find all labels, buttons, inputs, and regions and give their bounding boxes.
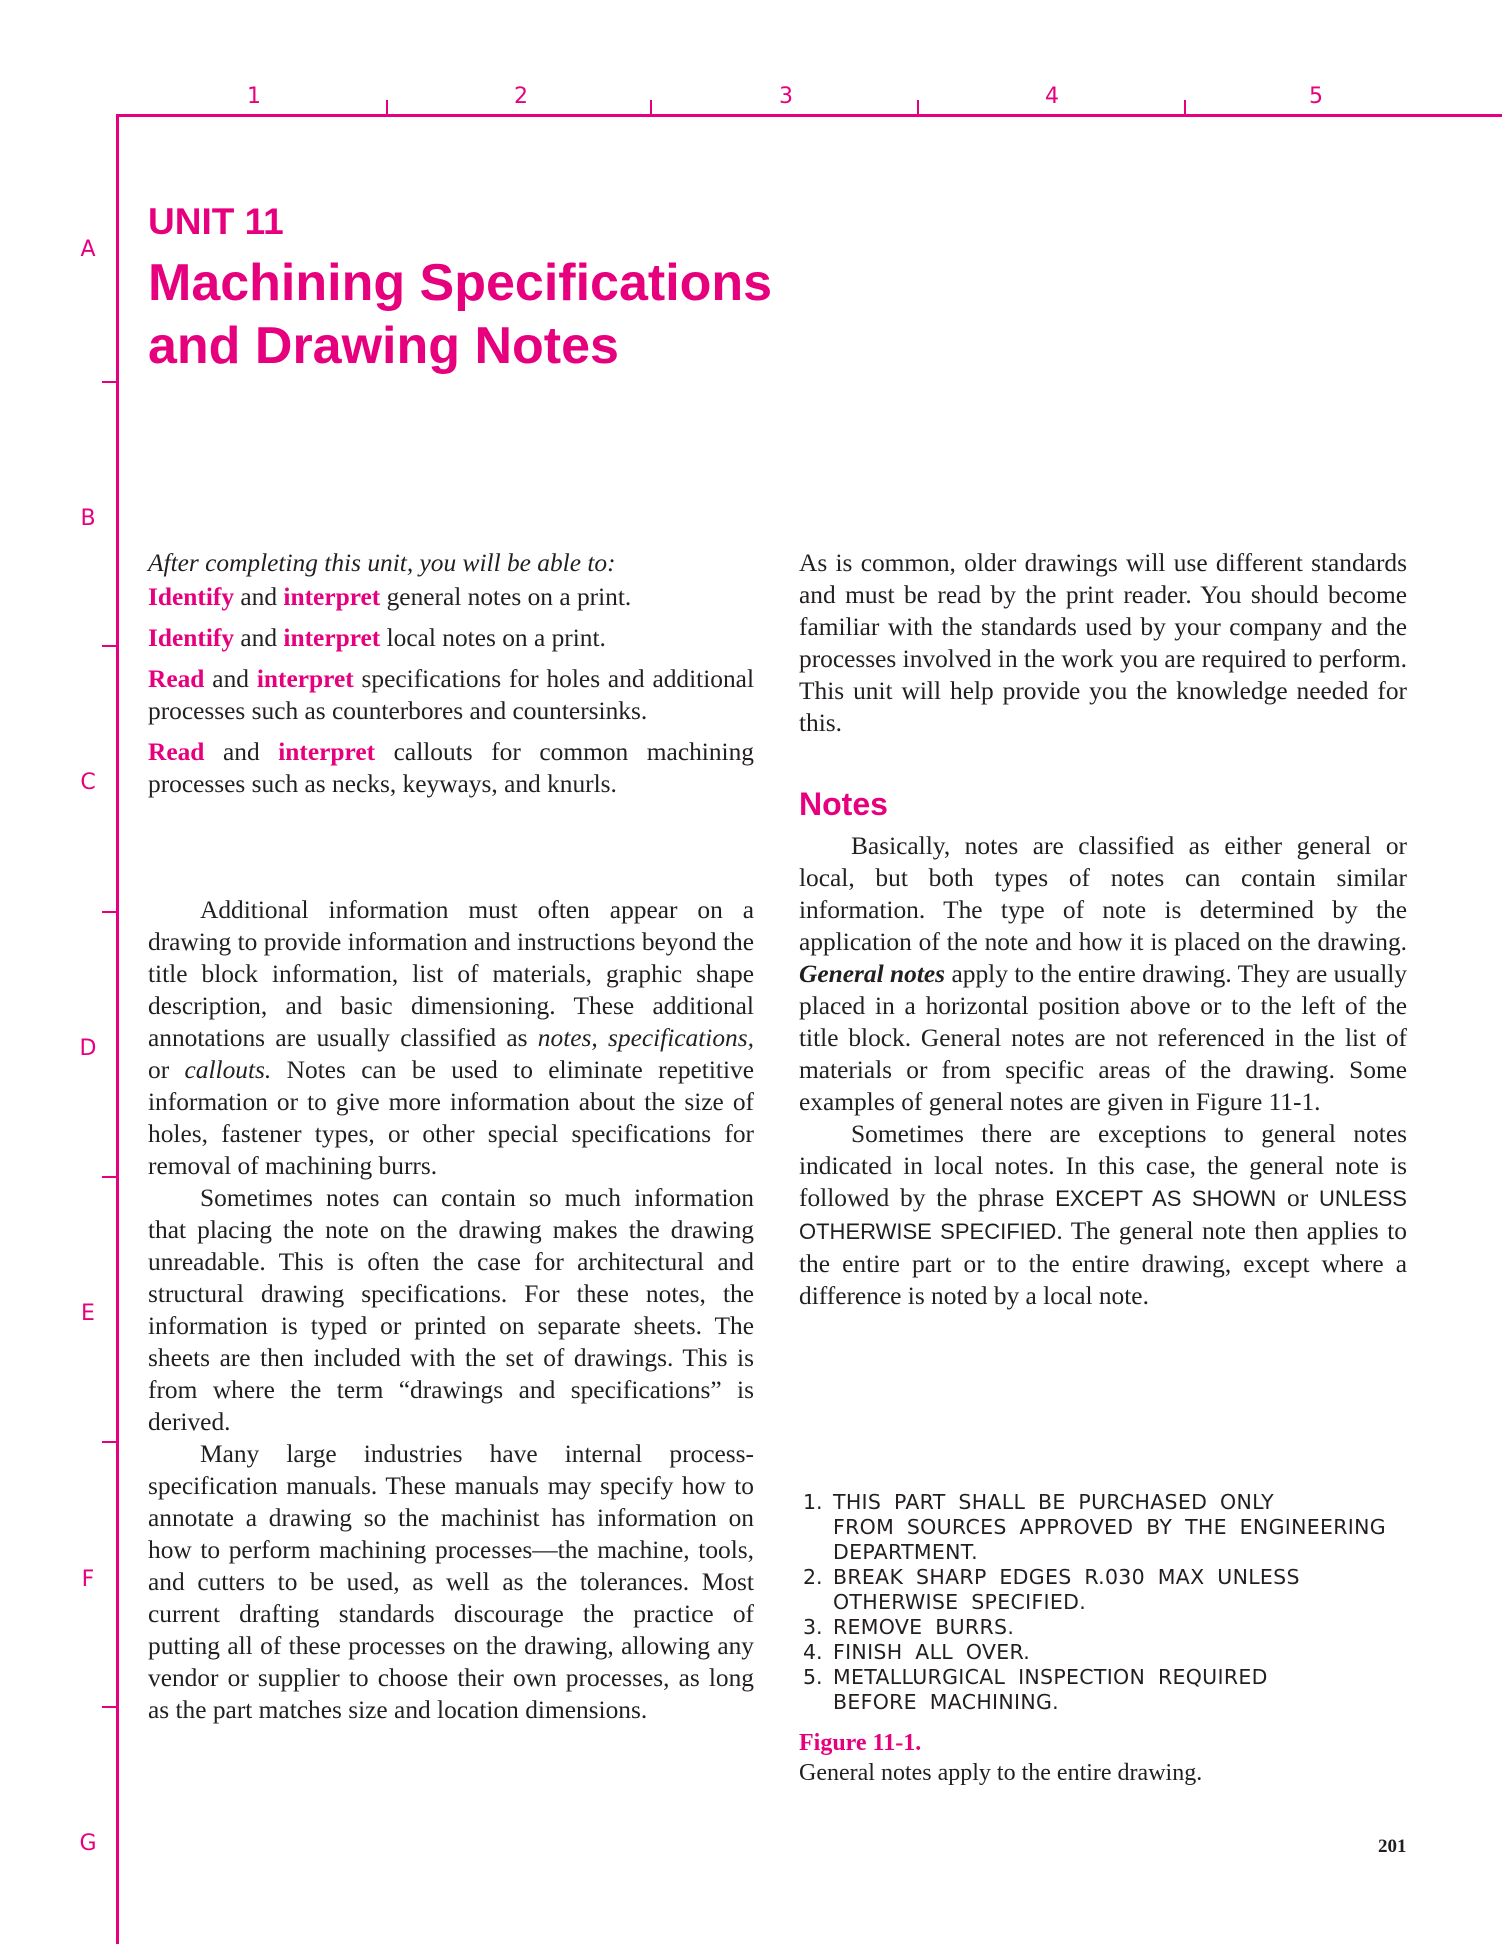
note-item <box>803 1665 1423 1715</box>
objective-keyword: interpret <box>256 665 354 693</box>
figure-caption <box>799 1728 1202 1788</box>
title-line: and Drawing Notes <box>148 317 619 375</box>
objective-text: general notes on a print. <box>380 583 632 611</box>
grid-number: 3 <box>779 84 793 109</box>
figure-label: Figure 11-1. <box>799 1730 922 1756</box>
grid-tick <box>102 1441 118 1443</box>
paragraph: Sometimes notes can contain so much information that placing the note on the drawing makes the drawing unreadable. This is often the case for architectural and structural drawing specifications. For these notes, the information is typed or printed on separate sheets. The sheets are then included with the set of drawings. This is from where the term “drawings and specifications” is derived. <box>148 1184 754 1436</box>
objective-text: and <box>234 583 284 611</box>
grid-number: 4 <box>1045 84 1059 109</box>
grid-letter: G <box>79 1831 97 1856</box>
grid-tick <box>386 100 388 116</box>
objective-text: specifications for holes and additional processes such as counterbores and countersinks. <box>148 665 754 725</box>
note-number: 5. <box>803 1665 823 1689</box>
frame-left-border <box>116 114 119 1944</box>
grid-tick <box>917 100 919 116</box>
note-line: BREAK SHARP EDGES R.030 MAX UNLESS <box>833 1565 1300 1589</box>
note-number: 1. <box>803 1490 823 1514</box>
note-text <box>833 1490 1423 1565</box>
paragraph-text: Notes can be used to eliminate repetitive information or to give more information about the size of holes, fastener types, or other special specifications for removal of machining burrs. <box>148 1056 754 1180</box>
frame-top-border <box>116 114 1502 117</box>
grid-tick <box>102 381 118 383</box>
grid-letter: B <box>80 506 96 531</box>
unit-label: UNIT 11 <box>148 201 284 242</box>
objective-text: local notes on a print. <box>380 624 606 652</box>
grid-letter: E <box>81 1301 95 1326</box>
note-number: 4. <box>803 1640 823 1664</box>
note-text <box>833 1640 1423 1665</box>
note-line: BEFORE MACHINING. <box>833 1690 1059 1714</box>
paragraph <box>799 830 1407 1118</box>
paragraph-text: Basically, notes are classified as either general or local, but both types of notes can contain similar information. The type of note is determined by the application of the note and how it is placed on the drawing. <box>799 832 1407 956</box>
note-text <box>833 1565 1423 1615</box>
caps-phrase: UNLESS OTHERWISE SPECIFIED <box>799 1186 1407 1244</box>
grid-letter: A <box>80 237 96 262</box>
note-number: 3. <box>803 1615 823 1639</box>
note-line: METALLURGICAL INSPECTION REQUIRED <box>833 1665 1268 1689</box>
figure-general-notes <box>803 1490 1423 1715</box>
note-item <box>803 1615 1423 1640</box>
paragraph: As is common, older drawings will use different standards and must be read by the print reader. You should become familiar with the standards used by your company and the processes involved in the work you are required to perform. This unit will help provide you the knowledge needed for this. <box>799 549 1407 737</box>
grid-tick <box>102 1176 118 1178</box>
objective-item <box>148 622 754 654</box>
left-body-text <box>148 894 754 1726</box>
objective-item <box>148 736 754 800</box>
objective-keyword: Identify <box>148 624 235 652</box>
italic-term: callouts. <box>184 1056 272 1084</box>
note-item <box>803 1565 1423 1615</box>
grid-number: 1 <box>247 84 261 109</box>
paragraph-text: or <box>1276 1184 1319 1212</box>
objective-text: callouts for common machining processes such as necks, keyways, and knurls. <box>148 738 754 798</box>
objective-keyword: Read <box>148 738 205 766</box>
grid-tick <box>1184 100 1186 116</box>
caps-phrase: EXCEPT AS SHOWN <box>1055 1186 1277 1211</box>
paragraph-text: Sometimes there are exceptions to general notes indicated in local notes. In this case, the general note is followed by the phrase <box>799 1120 1407 1212</box>
grid-number: 2 <box>514 84 528 109</box>
paragraph-text: . The general note then applies to the entire part or to the entire drawing, except where a difference is noted by a local note. <box>799 1217 1407 1310</box>
objective-item <box>148 663 754 727</box>
page-number: 201 <box>1378 1836 1407 1857</box>
italic-term: notes, specifications, <box>537 1024 754 1052</box>
note-line: OTHERWISE SPECIFIED. <box>833 1590 1087 1614</box>
objective-text: and <box>234 624 284 652</box>
objective-item <box>148 581 754 613</box>
right-intro-text <box>799 547 1407 739</box>
paragraph <box>148 894 754 1182</box>
grid-letter: F <box>81 1567 95 1592</box>
note-text <box>833 1615 1423 1640</box>
grid-tick <box>102 911 118 913</box>
objective-keyword: Identify <box>148 583 235 611</box>
paragraph <box>799 1118 1407 1312</box>
grid-letter: C <box>80 770 96 795</box>
page-title <box>148 252 772 378</box>
grid-number: 5 <box>1309 84 1323 109</box>
objective-keyword: interpret <box>278 738 376 766</box>
figure-caption-text: General notes apply to the entire drawing. <box>799 1760 1203 1786</box>
grid-tick <box>650 100 652 116</box>
paragraph-text: Additional information must often appear on a drawing to provide information and instructions beyond the title block information, list of materials, graphic shape description, and basic dimensioning. These additional annotations are usually classified as <box>148 896 754 1052</box>
objectives-intro: After completing this unit, you will be able to: <box>148 549 616 577</box>
grid-letter: D <box>79 1036 97 1061</box>
paragraph-text: apply to the entire drawing. They are usually placed in a horizontal position above or to the left of the title block. General notes are not referenced in the list of materials or from specific areas of the drawing. Some examples of general notes are given in Figure 11-1. <box>799 960 1408 1116</box>
section-heading-notes: Notes <box>799 786 888 822</box>
title-line: Machining Specifications <box>148 254 773 312</box>
note-text <box>833 1665 1423 1715</box>
objective-text: and <box>204 738 279 766</box>
note-line: REMOVE BURRS. <box>833 1615 1015 1639</box>
objective-keyword: interpret <box>283 624 381 652</box>
grid-tick <box>102 645 118 647</box>
paragraph: Many large industries have internal process-specification manuals. These manuals may specify how to annotate a drawing so the machinist has information on how to perform machining processes—the machine, tools, and cutters to be used, as well as the tolerances. Most current drafting standards discourage the practice of putting all of these processes on the drawing, allowing any vendor or supplier to choose their own processes, as long as the part matches size and location dimensions. <box>148 1440 754 1724</box>
note-line: FINISH ALL OVER. <box>833 1640 1031 1664</box>
grid-tick <box>102 1706 118 1708</box>
note-line: THIS PART SHALL BE PURCHASED ONLY <box>833 1490 1274 1514</box>
note-line: DEPARTMENT. <box>833 1540 978 1564</box>
right-body-text <box>799 830 1407 1312</box>
objective-keyword: interpret <box>283 583 381 611</box>
objective-text: and <box>204 665 257 693</box>
objectives-list <box>148 581 754 809</box>
note-item <box>803 1640 1423 1665</box>
note-item <box>803 1490 1423 1565</box>
bold-italic-term: General notes <box>799 960 946 988</box>
objective-keyword: Read <box>148 665 205 693</box>
paragraph-text: or <box>148 1056 185 1084</box>
note-number: 2. <box>803 1565 823 1589</box>
note-line: FROM SOURCES APPROVED BY THE ENGINEERING <box>833 1515 1386 1539</box>
